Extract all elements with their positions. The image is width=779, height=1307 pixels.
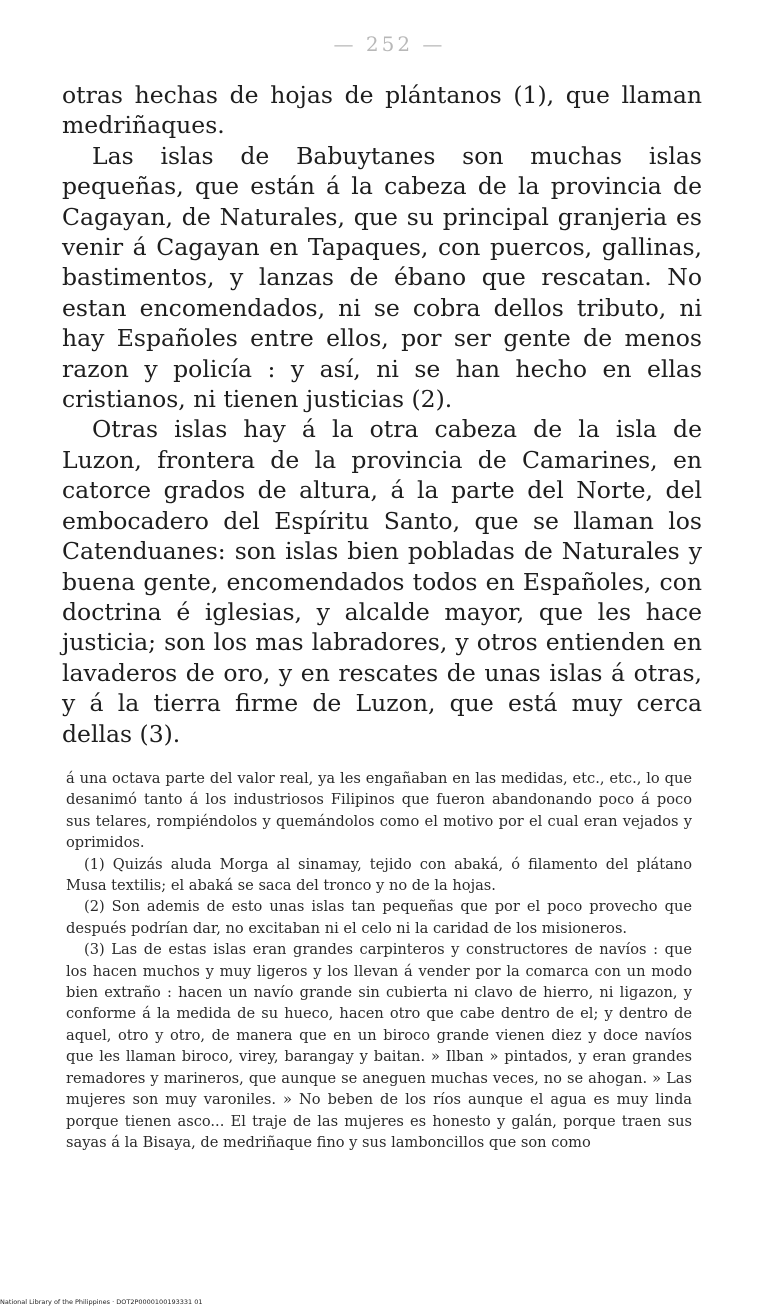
footnote-2: (2) Son ademis de esto unas islas tan pequeñas que por el poco provecho que después podrían dar, no excitaban ni el celo ni la caridad de los misioneros.	[66, 898, 692, 937]
footnote-continuation: á una octava parte del valor real, ya les engañaban en las medidas, etc., etc., lo que desanimó tanto á los industriosos Filipinos que fueron abandonando poco á poco sus telares, rompiéndolos y quemándolos como el motivo por el cual eran vejados y oprimidos.	[66, 770, 692, 852]
paragraph-babuytanes: Las islas de Babuytanes son muchas islas pequeñas, que están á la cabeza de la provincia de Cagayan, de Naturales, que su principal granjeria es venir á Cagayan en Tapaques, con puercos, gallinas, bastimentos, y lanzas de ébano que rescatan. No estan encomendados, ni se cobra dellos tributo, ni hay Españoles entre ellos, por ser gente de menos razon y policía : y así, ni se han hecho en ellas cristianos, ni tienen justicias (2).	[62, 141, 702, 414]
main-text	[62, 80, 702, 749]
footnotes	[66, 768, 692, 1153]
footnote-1: (1) Quizás aluda Morga al sinamay, tejido con abaká, ó filamento del plátano Musa textilis; el abaká se saca del tronco y no de la hojas.	[66, 855, 692, 895]
library-stamp: National Library of the Philippines · DOT2P0000100193331 01	[0, 1298, 203, 1306]
page-number: — 252 —	[333, 32, 446, 56]
footnote-3: (3) Las de estas islas eran grandes carpinteros y constructores de navíos : que los hacen muchos y muy ligeros y los llevan á vender por la comarca con un modo bien extraño : hacen un navío grande sin cubierta ni clavo de hierro, ni ligazon, y conforme á la medida de su hueco, hacen otro que cabe dentro de el; y dentro de aquel, otro y otro, de manera que en un biroco grande vienen diez y doce navíos que les llaman biroco, virey, barangay y baitan. » Ilban » pintados, y eran grandes remadores y marineros, que aunque se aneguen muchas veces, no se ahogan. » Las mujeres son muy varoniles. » No beben de los ríos aunque el agua es muy linda porque tienen asco... El traje de las mujeres es honesto y galán, porque traen sus sayas á la Bisaya, de medriñaque fino y sus lamboncillos que son como	[66, 941, 692, 1151]
paragraph-catenduanes: Otras islas hay á la otra cabeza de la isla de Luzon, frontera de la provincia de Camarines, en catorce grados de altura, á la parte del Norte, del embocadero del Espíritu Santo, que se llaman los Catenduanes: son islas bien pobladas de Naturales y buena gente, encomendados todos en Españoles, con doctrina é iglesias, y alcalde mayor, que les hace justicia; son los mas labradores, y otros entienden en lavaderos de oro, y en rescates de unas islas á otras, y á la tierra firme de Luzon, que está muy cerca dellas (3).	[62, 415, 702, 748]
paragraph-continuation: otras hechas de hojas de plántanos (1), que llaman medriñaques.	[62, 81, 702, 140]
